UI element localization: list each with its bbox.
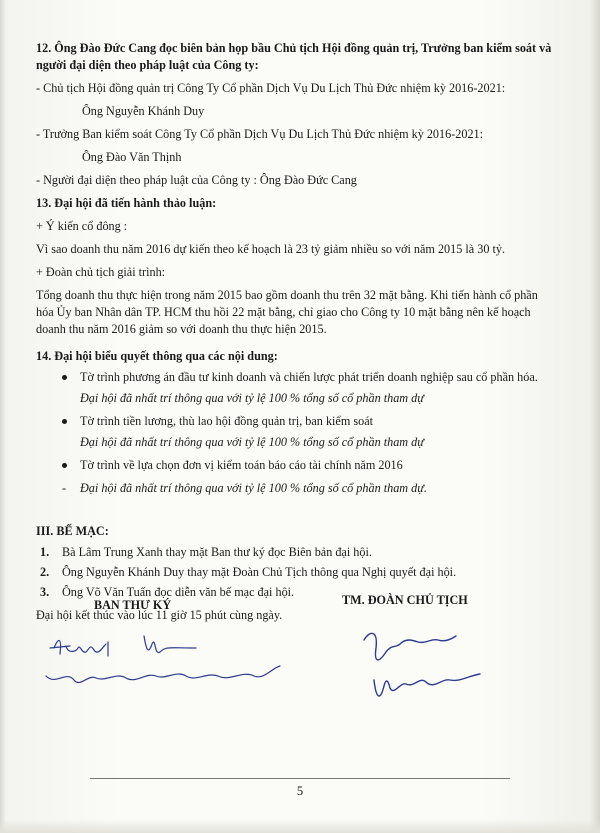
signature-area bbox=[36, 593, 554, 738]
section-3-heading: III. BẾ MẠC: bbox=[36, 524, 109, 538]
chair-explanation: Tổng doanh thu thực hiện trong năm 2015 bao gồm doanh thu trên 32 mặt bằng. Khi tiến hành cổ phần hóa Ủy ban Nhân dân TP. HCM thu hồi 22 mặt bằng, chỉ giao cho Công ty 10 mặt bằng nên kế hoạch doanh thu năm 2016 giảm so với doanh thu thực hiện 2015. bbox=[36, 288, 538, 336]
page-number: 5 bbox=[296, 784, 304, 798]
supervisor-name: Ông Đào Văn Thịnh bbox=[82, 150, 182, 164]
closing-item-2: Ông Nguyễn Khánh Duy thay mặt Đoàn Chủ Tịch thông qua Nghị quyết đại hội. bbox=[62, 565, 457, 579]
item-number: 3. bbox=[40, 585, 50, 599]
secretariat-signature-icon bbox=[36, 626, 296, 706]
closing-item-1: Bà Lâm Trung Xanh thay mặt Ban thư ký đọc Biên bản đại hội. bbox=[62, 545, 372, 559]
supervisor-line: - Trưởng Ban kiểm soát Công Ty Cổ phần Dịch Vụ Du Lịch Thủ Đức nhiệm kỳ 2016-2021: bbox=[36, 127, 484, 141]
closing-list bbox=[36, 544, 554, 601]
vote-result-3: Đại hội đã nhất trí thông qua với tỷ lệ 100 % tổng số cổ phần tham dự. bbox=[80, 481, 427, 495]
resolution-item-3: Tờ trình về lựa chọn đơn vị kiểm toán báo cáo tài chính năm 2016 bbox=[80, 458, 403, 472]
secretariat-title: BAN THƯ KÝ bbox=[94, 598, 172, 612]
resolution-item-2: Tờ trình tiền lương, thù lao hội đồng quản trị, ban kiểm soát bbox=[80, 414, 373, 428]
list-item: - Đại hội đã nhất trí thông qua với tỷ lệ 100 % tổng số cổ phần tham dự. bbox=[62, 481, 427, 495]
chair-committee-title: TM. ĐOÀN CHỦ TỊCH bbox=[342, 593, 468, 607]
item-number: 2. bbox=[40, 565, 50, 579]
list-item bbox=[36, 413, 554, 430]
list-item bbox=[36, 564, 554, 581]
footer-divider bbox=[90, 778, 510, 779]
resolution-list bbox=[36, 369, 554, 497]
chair-name: Ông Nguyễn Khánh Duy bbox=[82, 104, 205, 118]
chair-explanation-label: + Đoàn chủ tịch giải trình: bbox=[36, 265, 166, 279]
closing-time: Đại hội kết thúc vào lúc 11 giờ 15 phút cùng ngày. bbox=[36, 608, 283, 622]
document-body bbox=[36, 40, 554, 624]
list-item bbox=[36, 457, 554, 474]
list-item bbox=[36, 434, 554, 451]
list-item bbox=[36, 544, 554, 561]
chair-line: - Chủ tịch Hội đồng quản trị Công Ty Cổ phần Dịch Vụ Du Lịch Thủ Đức nhiệm kỳ 2016-2021: bbox=[36, 81, 506, 95]
vote-result-1: Đại hội đã nhất trí thông qua với tỷ lệ 100 % tổng số cổ phần tham dự bbox=[80, 391, 424, 405]
closing-item-3: Ông Võ Văn Tuấn đọc diễn văn bế mạc đại hội. bbox=[62, 585, 295, 599]
list-item bbox=[36, 390, 554, 407]
resolution-item-1: Tờ trình phương án đầu tư kinh doanh và chiến lược phát triển doanh nghiệp sau cổ phần hóa. bbox=[80, 370, 538, 384]
vote-result-2: Đại hội đã nhất trí thông qua với tỷ lệ 100 % tổng số cổ phần tham dự bbox=[80, 435, 424, 449]
shareholder-question: Vì sao doanh thu năm 2016 dự kiến theo kế hoạch là 23 tỷ giảm nhiều so với năm 2015 là 30 tỷ. bbox=[36, 242, 505, 256]
shareholder-opinion-label: + Ý kiến cổ đông : bbox=[36, 219, 128, 233]
section-13-heading: 13. Đại hội đã tiến hành thảo luận: bbox=[36, 196, 217, 210]
section-14-heading: 14. Đại hội biểu quyết thông qua các nội dung: bbox=[36, 349, 278, 363]
list-item bbox=[36, 369, 554, 386]
chair-signature-icon bbox=[356, 618, 506, 718]
legal-rep-line: - Người đại diện theo pháp luật của Công ty : Ông Đào Đức Cang bbox=[36, 173, 357, 187]
item-number: 1. bbox=[40, 545, 50, 559]
section-12-heading: 12. Ông Đào Đức Cang đọc biên bản họp bầu Chủ tịch Hội đồng quản trị, Trưởng ban kiểm soát và người đại diện theo pháp luật của Công ty: bbox=[36, 41, 552, 72]
